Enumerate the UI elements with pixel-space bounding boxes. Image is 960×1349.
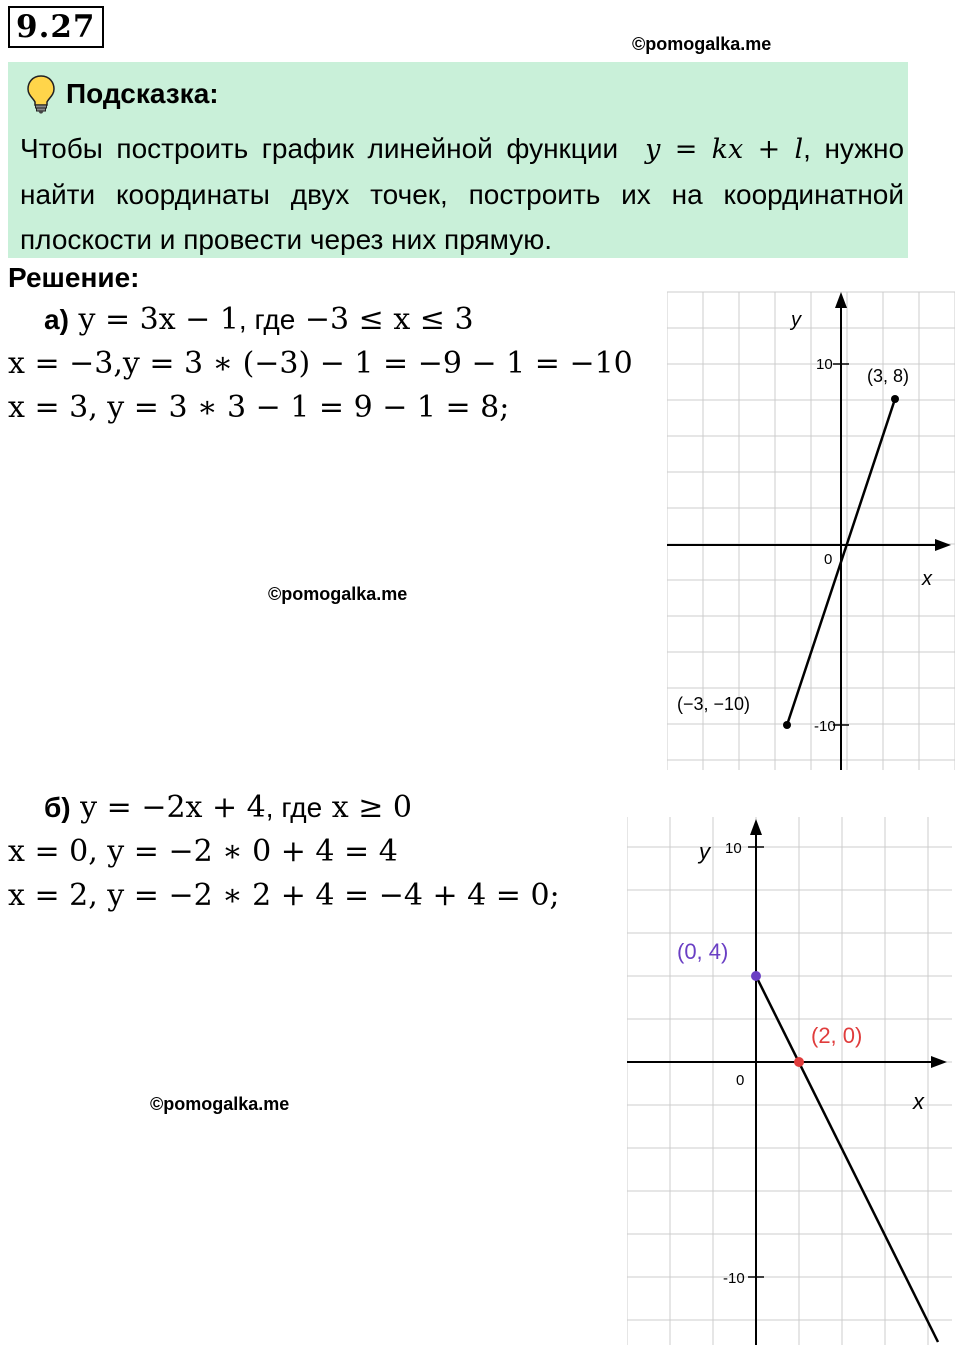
graph-a-origin-label: 0 (824, 551, 833, 568)
part-b-statement (44, 790, 412, 825)
hint-title (26, 74, 219, 114)
graph-a (667, 290, 955, 770)
watermark-bottom: ©pomogalka.me (150, 1094, 290, 1114)
graph-a-y-label: y (791, 309, 801, 331)
graph-b-point-1 (751, 971, 761, 981)
part-a-statement (44, 302, 474, 337)
graph-a-point-1-label: (−3, −10) (677, 694, 751, 714)
part-b-line-1: x = 0, y = −2 ∗ 0 + 4 = 4 (8, 834, 398, 869)
hint-formula: y = kx + l (645, 134, 804, 165)
watermark-middle: ©pomogalka.me (268, 584, 408, 604)
lightbulb-icon (26, 74, 56, 114)
graph-a-y-arrow (835, 292, 847, 308)
graph-b (627, 817, 952, 1345)
part-b-equation: y = −2x + 4 (80, 790, 266, 825)
graph-b-x-arrow (931, 1056, 947, 1068)
hint-text-before: Чтобы построить график линейной функции (20, 133, 619, 164)
graph-b-point-2-label: (2, 0) (811, 1023, 863, 1048)
graph-a-x-label: x (922, 568, 932, 590)
part-a-where: , где (238, 304, 296, 335)
graph-b-point-1-label: (0, 4) (677, 939, 729, 964)
problem-number: 9.27 (8, 6, 104, 48)
part-b-where: , где (265, 792, 323, 823)
part-a-condition: −3 ≤ x ≤ 3 (304, 302, 474, 337)
graph-b-grid (627, 817, 952, 1345)
watermark-top: ©pomogalka.me (632, 34, 772, 54)
graph-a-tick-pos-label: 10 (816, 356, 833, 373)
part-a-equation: y = 3x − 1 (78, 302, 239, 337)
part-b-condition: x ≥ 0 (331, 790, 412, 825)
graph-b-point-2 (794, 1057, 804, 1067)
part-a-line-1: x = −3,y = 3 ∗ (−3) − 1 = −9 − 1 = −10 (8, 346, 633, 381)
part-b-line-2: x = 2, y = −2 ∗ 2 + 4 = −4 + 4 = 0; (8, 878, 560, 913)
solution-title: Решение: (8, 262, 140, 293)
graph-a-point-2 (891, 395, 899, 403)
graph-b-tick-neg-label: -10 (723, 1270, 745, 1287)
hint-box (8, 62, 908, 258)
graph-a-x-arrow (935, 539, 951, 551)
part-a-line-2: x = 3, y = 3 ∗ 3 − 1 = 9 − 1 = 8; (8, 390, 510, 425)
part-b-label: б) (44, 792, 71, 823)
graph-a-tick-neg-label: -10 (814, 718, 836, 735)
graph-a-point-2-label: (3, 8) (867, 366, 910, 386)
graph-b-x-label: x (913, 1089, 924, 1114)
graph-b-tick-pos-label: 10 (725, 840, 742, 857)
graph-a-point-1 (783, 721, 791, 729)
hint-text-after: , нужно найти координаты двух точек, построить их на координатной плоскости и провести через них прямую. (20, 133, 905, 255)
graph-b-y-arrow (750, 819, 762, 835)
graph-b-y-label: y (699, 839, 710, 864)
graph-b-origin-label: 0 (736, 1072, 745, 1089)
hint-title-text: Подсказка: (66, 78, 219, 109)
part-a-label: а) (44, 304, 69, 335)
hint-text (20, 126, 904, 262)
